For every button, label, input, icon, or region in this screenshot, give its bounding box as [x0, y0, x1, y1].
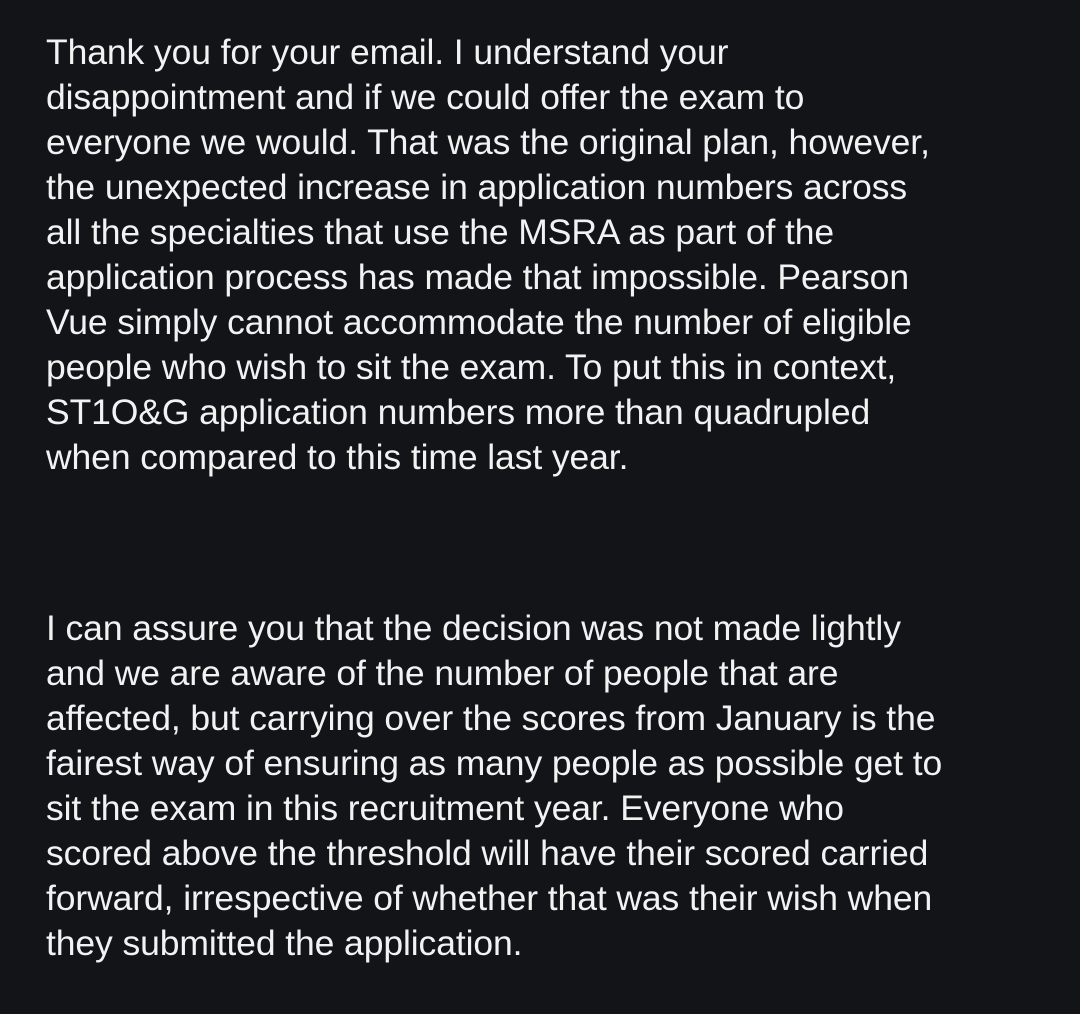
- paragraph-line: I can assure you that the decision was not made lightly: [46, 608, 901, 648]
- paragraph-line: all the specialties that use the MSRA as part of the: [46, 212, 835, 252]
- paragraph-line: when compared to this time last year.: [46, 437, 629, 477]
- message-body: [46, 30, 1046, 966]
- paragraph-line: Thank you for your email. I understand your: [46, 32, 729, 72]
- paragraph-line: the unexpected increase in application numbers across: [46, 167, 908, 207]
- paragraph-line: and we are aware of the number of people that are: [46, 653, 839, 693]
- paragraph-line: ST1O&G application numbers more than quadrupled: [46, 392, 871, 432]
- paragraph-line: affected, but carrying over the scores from January is the: [46, 698, 936, 738]
- paragraph-spacer: [46, 480, 1046, 606]
- paragraph-line: everyone we would. That was the original plan, however,: [46, 122, 930, 162]
- paragraph-line: application process has made that impossible. Pearson: [46, 257, 909, 297]
- paragraph-line: disappointment and if we could offer the exam to: [46, 77, 805, 117]
- paragraph-line: fairest way of ensuring as many people as possible get to: [46, 743, 943, 783]
- paragraph-line: they submitted the application.: [46, 923, 523, 963]
- paragraph-line: scored above the threshold will have their scored carried: [46, 833, 929, 873]
- paragraph-line: sit the exam in this recruitment year. Everyone who: [46, 788, 844, 828]
- paragraph-line: people who wish to sit the exam. To put this in context,: [46, 347, 897, 387]
- message-paragraph-2: [46, 606, 1046, 966]
- paragraph-line: forward, irrespective of whether that was their wish when: [46, 878, 933, 918]
- message-paragraph-1: [46, 30, 1046, 480]
- paragraph-line: Vue simply cannot accommodate the number of eligible: [46, 302, 912, 342]
